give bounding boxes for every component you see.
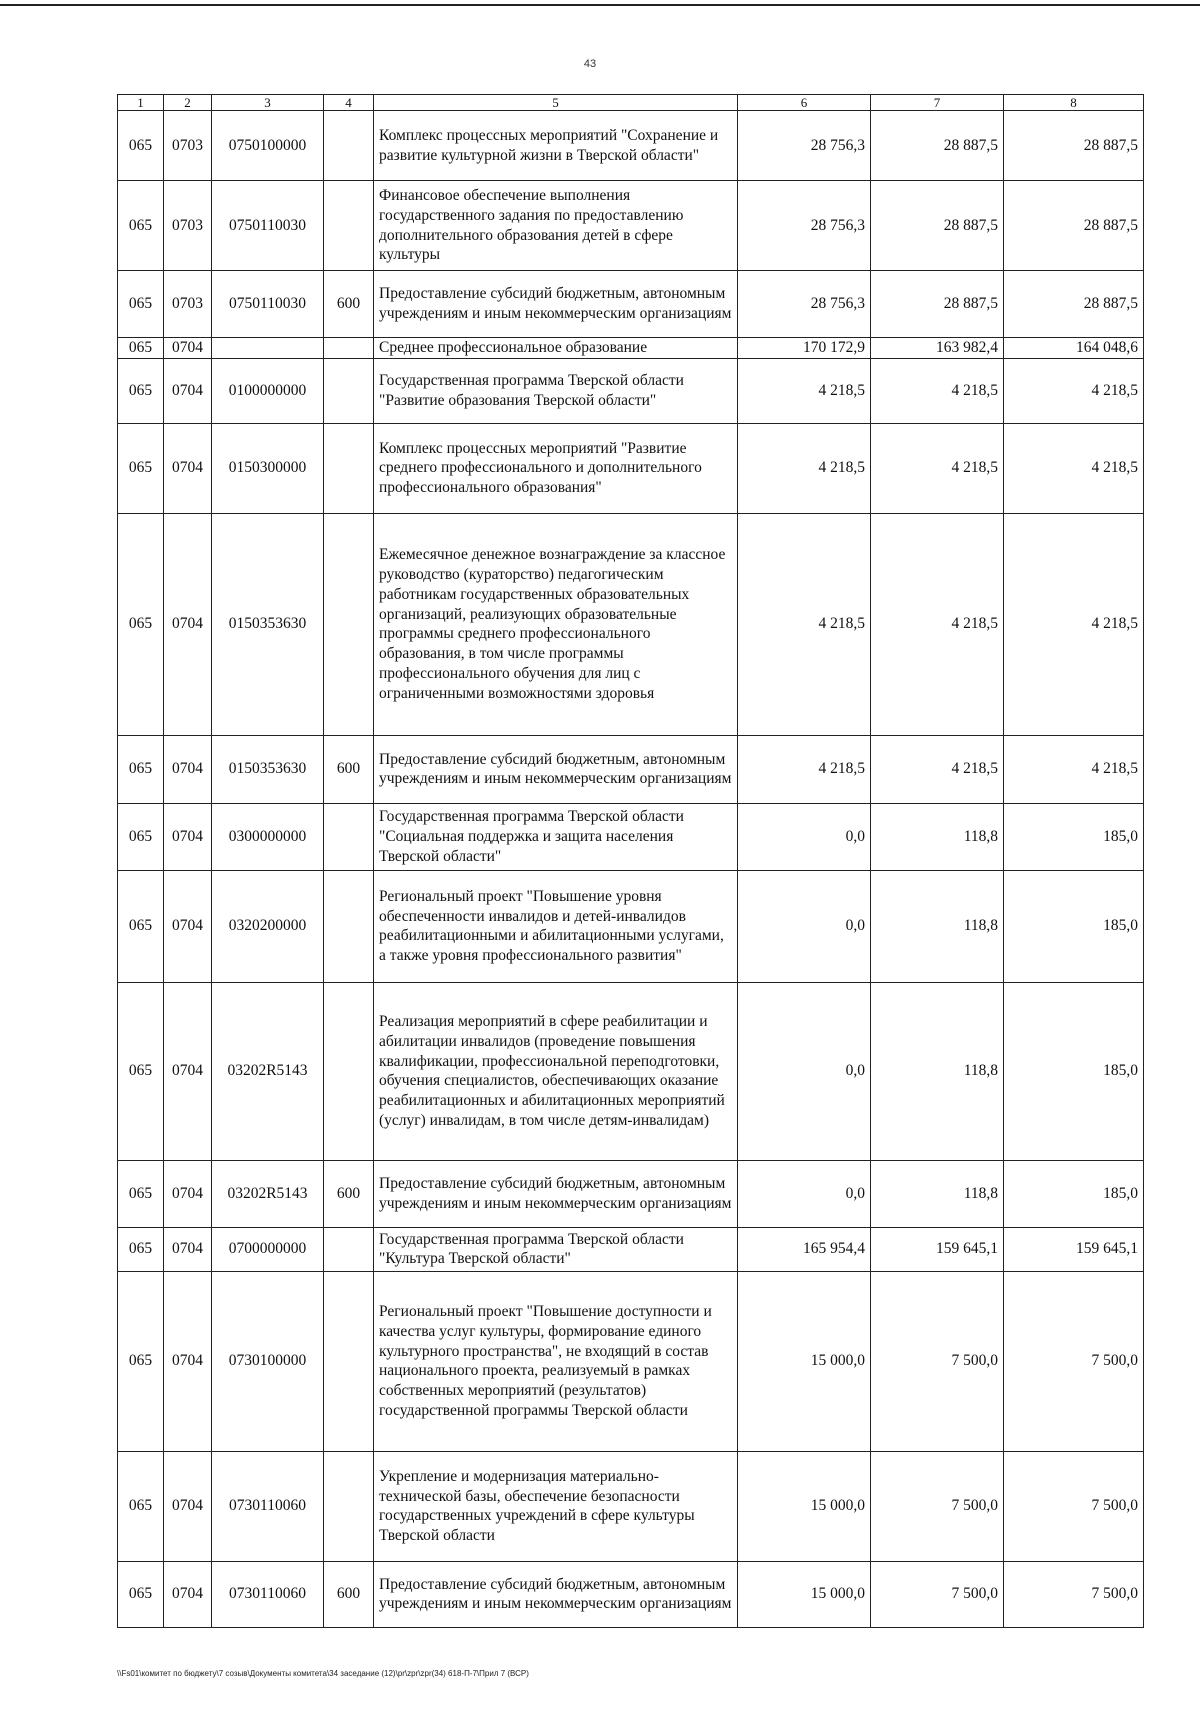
cell-amount-col7: 118,8	[871, 870, 1004, 982]
cell-expense-type	[324, 111, 374, 181]
header-cell: 6	[738, 95, 871, 111]
cell-amount-col7: 28 887,5	[871, 111, 1004, 181]
cell-expense-type	[324, 1271, 374, 1451]
cell-department: 065	[118, 1451, 164, 1561]
cell-target-article: 03202R5143	[212, 982, 324, 1160]
table-row	[118, 181, 1144, 271]
cell-target-article: 0750110030	[212, 271, 324, 338]
cell-department: 065	[118, 735, 164, 803]
cell-amount-col6: 15 000,0	[738, 1271, 871, 1451]
cell-description: Региональный проект "Повышение уровня обеспеченности инвалидов и детей-инвалидов реабилитационными и абилитационными услугами, а также уровня профессионального развития"	[374, 870, 738, 982]
table-row	[118, 1451, 1144, 1561]
cell-target-article: 0150353630	[212, 513, 324, 735]
cell-department: 065	[118, 271, 164, 338]
cell-section: 0704	[164, 1561, 212, 1627]
cell-amount-col7: 159 645,1	[871, 1227, 1004, 1271]
cell-amount-col6: 170 172,9	[738, 338, 871, 359]
cell-section: 0704	[164, 423, 212, 513]
cell-expense-type	[324, 1227, 374, 1271]
cell-amount-col6: 4 218,5	[738, 513, 871, 735]
cell-description: Комплекс процессных мероприятий "Сохранение и развитие культурной жизни в Тверской области"	[374, 111, 738, 181]
table-row	[118, 271, 1144, 338]
header-cell: 5	[374, 95, 738, 111]
cell-amount-col6: 15 000,0	[738, 1451, 871, 1561]
cell-amount-col7: 4 218,5	[871, 513, 1004, 735]
cell-expense-type	[324, 1451, 374, 1561]
cell-target-article: 0300000000	[212, 803, 324, 870]
cell-expense-type	[324, 870, 374, 982]
cell-section: 0704	[164, 803, 212, 870]
cell-amount-col7: 7 500,0	[871, 1271, 1004, 1451]
cell-target-article: 0150353630	[212, 735, 324, 803]
cell-section: 0704	[164, 735, 212, 803]
table-header-row	[118, 95, 1144, 111]
header-cell: 8	[1004, 95, 1144, 111]
cell-target-article: 0700000000	[212, 1227, 324, 1271]
cell-description: Государственная программа Тверской области "Социальная поддержка и защита населения Тверской области"	[374, 803, 738, 870]
cell-amount-col7: 7 500,0	[871, 1451, 1004, 1561]
cell-amount-col8: 7 500,0	[1004, 1451, 1144, 1561]
cell-description: Среднее профессиональное образование	[374, 338, 738, 359]
cell-amount-col8: 7 500,0	[1004, 1561, 1144, 1627]
cell-description: Государственная программа Тверской области "Культура Тверской области"	[374, 1227, 738, 1271]
cell-amount-col6: 0,0	[738, 982, 871, 1160]
cell-expense-type	[324, 358, 374, 423]
cell-amount-col8: 28 887,5	[1004, 181, 1144, 271]
cell-section: 0704	[164, 870, 212, 982]
cell-target-article: 0730100000	[212, 1271, 324, 1451]
cell-section: 0704	[164, 1227, 212, 1271]
cell-amount-col6: 28 756,3	[738, 181, 871, 271]
cell-expense-type: 600	[324, 1561, 374, 1627]
cell-amount-col6: 28 756,3	[738, 111, 871, 181]
header-cell: 1	[118, 95, 164, 111]
cell-target-article: 0100000000	[212, 358, 324, 423]
cell-department: 065	[118, 338, 164, 359]
cell-amount-col8: 4 218,5	[1004, 735, 1144, 803]
table-row	[118, 1561, 1144, 1627]
cell-amount-col8: 4 218,5	[1004, 358, 1144, 423]
cell-department: 065	[118, 1271, 164, 1451]
cell-amount-col8: 28 887,5	[1004, 111, 1144, 181]
top-border-line	[0, 4, 1200, 6]
table-row	[118, 1227, 1144, 1271]
cell-target-article: 0750100000	[212, 111, 324, 181]
cell-amount-col8: 159 645,1	[1004, 1227, 1144, 1271]
cell-expense-type	[324, 982, 374, 1160]
cell-amount-col6: 4 218,5	[738, 423, 871, 513]
page-number: 43	[583, 58, 597, 70]
cell-amount-col7: 28 887,5	[871, 271, 1004, 338]
cell-amount-col7: 4 218,5	[871, 423, 1004, 513]
footer-file-path: \\Fs01\комитет по бюджету\7 созыв\Документы комитета\34 заседание (12)\pr\zpr\zpr(34) 618-П-7\Прил 7 (ВСР)	[117, 1669, 529, 1678]
cell-amount-col8: 185,0	[1004, 870, 1144, 982]
cell-amount-col7: 163 982,4	[871, 338, 1004, 359]
cell-amount-col7: 28 887,5	[871, 181, 1004, 271]
cell-expense-type: 600	[324, 1160, 374, 1227]
cell-expense-type	[324, 181, 374, 271]
cell-amount-col8: 185,0	[1004, 1160, 1144, 1227]
cell-section: 0704	[164, 513, 212, 735]
table-row	[118, 423, 1144, 513]
cell-target-article: 03202R5143	[212, 1160, 324, 1227]
cell-description: Предоставление субсидий бюджетным, автономным учреждениям и иным некоммерческим организациям	[374, 1561, 738, 1627]
cell-amount-col6: 28 756,3	[738, 271, 871, 338]
cell-description: Государственная программа Тверской области "Развитие образования Тверской области"	[374, 358, 738, 423]
table-row	[118, 513, 1144, 735]
table-row	[118, 1160, 1144, 1227]
table-row	[118, 803, 1144, 870]
cell-expense-type	[324, 423, 374, 513]
cell-description: Региональный проект "Повышение доступности и качества услуг культуры, формирование единого культурного пространства", не входящий в состав национального проекта, реализуемый в рамках собственных мероприятий (результатов) государственной программы Тверской области	[374, 1271, 738, 1451]
cell-expense-type: 600	[324, 735, 374, 803]
cell-target-article: 0730110060	[212, 1451, 324, 1561]
header-cell: 4	[324, 95, 374, 111]
cell-amount-col6: 165 954,4	[738, 1227, 871, 1271]
cell-department: 065	[118, 111, 164, 181]
cell-department: 065	[118, 513, 164, 735]
cell-section: 0703	[164, 271, 212, 338]
cell-department: 065	[118, 982, 164, 1160]
cell-target-article: 0320200000	[212, 870, 324, 982]
cell-target-article: 0750110030	[212, 181, 324, 271]
cell-amount-col7: 118,8	[871, 1160, 1004, 1227]
cell-amount-col7: 7 500,0	[871, 1561, 1004, 1627]
table-row	[118, 735, 1144, 803]
table-row	[118, 358, 1144, 423]
cell-section: 0704	[164, 358, 212, 423]
header-cell: 3	[212, 95, 324, 111]
cell-description: Комплекс процессных мероприятий "Развитие среднего профессионального и дополнительного профессионального образования"	[374, 423, 738, 513]
cell-amount-col7: 4 218,5	[871, 735, 1004, 803]
cell-description: Ежемесячное денежное вознаграждение за классное руководство (кураторство) педагогическим работникам государственных образовательных организаций, реализующих образовательные программы среднего профессионального образования, в том числе программы профессионального обучения для лиц с ограниченными возможностями здоровья	[374, 513, 738, 735]
cell-target-article: 0730110060	[212, 1561, 324, 1627]
cell-department: 065	[118, 870, 164, 982]
cell-amount-col6: 0,0	[738, 870, 871, 982]
cell-section: 0704	[164, 1271, 212, 1451]
cell-department: 065	[118, 181, 164, 271]
cell-amount-col8: 185,0	[1004, 982, 1144, 1160]
cell-section: 0703	[164, 111, 212, 181]
cell-expense-type: 600	[324, 271, 374, 338]
table-row	[118, 111, 1144, 181]
cell-description: Реализация мероприятий в сфере реабилитации и абилитации инвалидов (проведение повышения квалификации, профессиональной переподготовки, обучения специалистов, обеспечивающих оказание реабилитационных и абилитационных мероприятий (услуг) инвалидам, в том числе детям-инвалидам)	[374, 982, 738, 1160]
cell-expense-type	[324, 513, 374, 735]
cell-section: 0704	[164, 338, 212, 359]
header-cell: 7	[871, 95, 1004, 111]
cell-amount-col8: 185,0	[1004, 803, 1144, 870]
cell-section: 0704	[164, 1451, 212, 1561]
cell-description: Предоставление субсидий бюджетным, автономным учреждениям и иным некоммерческим организациям	[374, 271, 738, 338]
cell-department: 065	[118, 1160, 164, 1227]
cell-description: Предоставление субсидий бюджетным, автономным учреждениям и иным некоммерческим организациям	[374, 1160, 738, 1227]
cell-amount-col6: 0,0	[738, 803, 871, 870]
cell-amount-col8: 7 500,0	[1004, 1271, 1144, 1451]
cell-section: 0704	[164, 1160, 212, 1227]
cell-department: 065	[118, 1227, 164, 1271]
cell-department: 065	[118, 358, 164, 423]
cell-department: 065	[118, 423, 164, 513]
cell-amount-col8: 4 218,5	[1004, 423, 1144, 513]
cell-department: 065	[118, 1561, 164, 1627]
table-row	[118, 870, 1144, 982]
cell-target-article: 0150300000	[212, 423, 324, 513]
cell-section: 0704	[164, 982, 212, 1160]
cell-section: 0703	[164, 181, 212, 271]
cell-expense-type	[324, 803, 374, 870]
cell-expense-type	[324, 338, 374, 359]
cell-department: 065	[118, 803, 164, 870]
cell-amount-col7: 118,8	[871, 803, 1004, 870]
cell-amount-col6: 4 218,5	[738, 735, 871, 803]
table-row	[118, 338, 1144, 359]
table-row	[118, 982, 1144, 1160]
cell-amount-col6: 4 218,5	[738, 358, 871, 423]
cell-amount-col8: 4 218,5	[1004, 513, 1144, 735]
cell-target-article	[212, 338, 324, 359]
cell-description: Финансовое обеспечение выполнения государственного задания по предоставлению дополнительного образования детей в сфере культуры	[374, 181, 738, 271]
cell-amount-col6: 0,0	[738, 1160, 871, 1227]
header-cell: 2	[164, 95, 212, 111]
cell-amount-col8: 164 048,6	[1004, 338, 1144, 359]
cell-description: Предоставление субсидий бюджетным, автономным учреждениям и иным некоммерческим организациям	[374, 735, 738, 803]
cell-description: Укрепление и модернизация материально-технической базы, обеспечение безопасности государственных учреждений в сфере культуры Тверской области	[374, 1451, 738, 1561]
cell-amount-col7: 4 218,5	[871, 358, 1004, 423]
cell-amount-col6: 15 000,0	[738, 1561, 871, 1627]
cell-amount-col8: 28 887,5	[1004, 271, 1144, 338]
table-row	[118, 1271, 1144, 1451]
budget-table	[117, 94, 1144, 1628]
cell-amount-col7: 118,8	[871, 982, 1004, 1160]
